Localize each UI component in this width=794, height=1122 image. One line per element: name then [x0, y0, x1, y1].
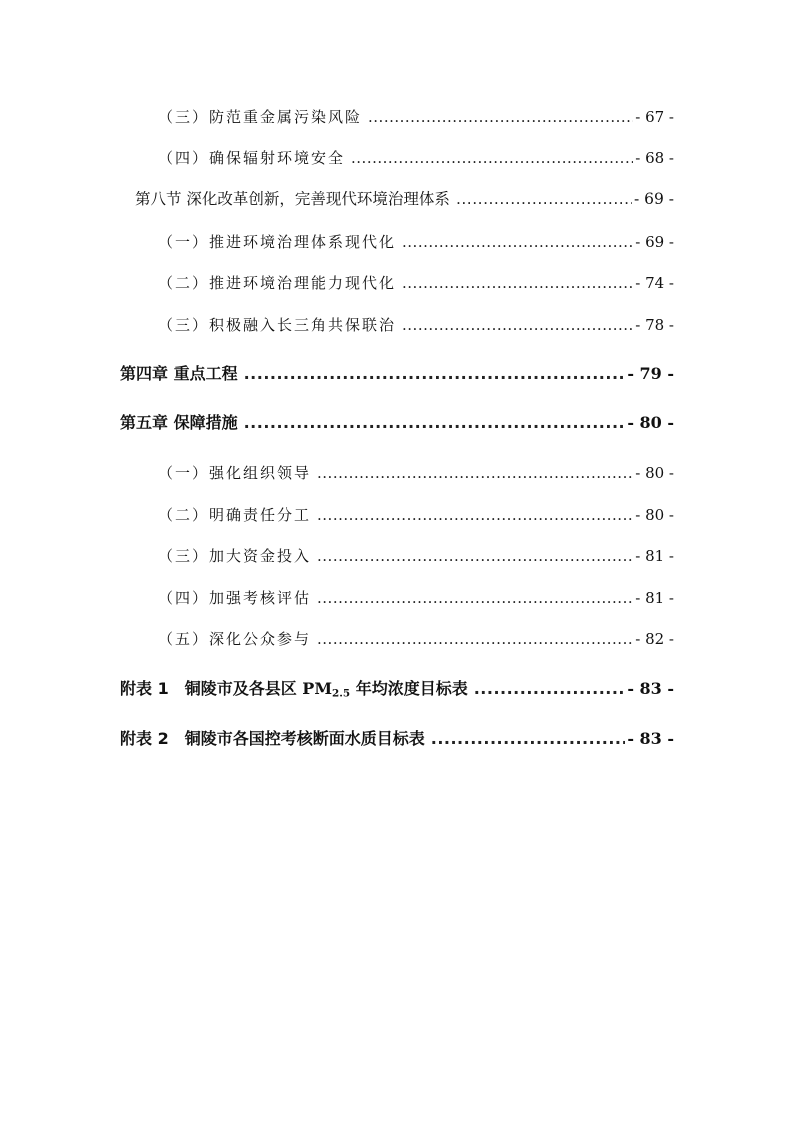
toc-entry-section[interactable]	[135, 186, 674, 212]
dot-leader	[402, 229, 633, 255]
toc-entry-title: （四）确保辐射环境安全	[158, 149, 346, 167]
toc-page-number: - 83 -	[627, 729, 674, 748]
toc-page-number: - 67 -	[635, 108, 674, 126]
dot-leader	[351, 145, 633, 171]
appendix-label: 附表 1	[120, 679, 169, 698]
dot-leader	[317, 543, 633, 569]
toc-page-number: - 68 -	[635, 149, 674, 167]
toc-entry-chapter[interactable]	[120, 361, 674, 387]
toc-entry-title: （四）加强考核评估	[158, 589, 312, 607]
appendix-label: 附表 2	[120, 729, 169, 748]
toc-entry-appendix[interactable]	[120, 726, 674, 752]
dot-leader	[244, 410, 626, 436]
toc-entry[interactable]	[158, 543, 674, 569]
toc-entry[interactable]	[158, 460, 674, 486]
toc-page-number: - 80 -	[635, 464, 674, 482]
toc-entry-title: 第四章 重点工程	[120, 364, 238, 383]
dot-leader	[402, 312, 633, 338]
toc-entry[interactable]	[158, 312, 674, 338]
toc-entry-title: （一）强化组织领导	[158, 464, 312, 482]
toc-entry[interactable]	[158, 145, 674, 171]
appendix-title-part: 铜陵市及各县区	[184, 679, 303, 698]
toc-page-number: - 74 -	[635, 274, 674, 292]
toc-page-number: - 69 -	[635, 233, 674, 251]
toc-entry-appendix[interactable]	[120, 676, 674, 702]
toc-entry-title: （二）明确责任分工	[158, 506, 312, 524]
toc-entry-title: （三）加大资金投入	[158, 547, 312, 565]
toc-entry[interactable]	[158, 229, 674, 255]
dot-leader	[368, 104, 633, 130]
appendix-title-part: 年均浓度目标表	[350, 679, 468, 698]
toc-entry-title: 第八节 深化改革创新，完善现代环境治理体系	[135, 190, 450, 208]
dot-leader	[402, 270, 633, 296]
toc-entry-title: （三）防范重金属污染风险	[158, 108, 363, 126]
toc-entry-title	[120, 676, 468, 702]
toc-entry[interactable]	[158, 502, 674, 528]
toc-page-number: - 69 -	[633, 190, 674, 208]
toc-page-number: - 81 -	[635, 547, 674, 565]
dot-leader	[317, 460, 633, 486]
toc-page-number: - 81 -	[635, 589, 674, 607]
dot-leader	[317, 502, 633, 528]
toc-entry-chapter[interactable]	[120, 410, 674, 436]
appendix-title-part: 铜陵市各国控考核断面水质目标表	[184, 729, 425, 748]
dot-leader	[244, 361, 626, 387]
dot-leader	[317, 585, 633, 611]
toc-entry[interactable]	[158, 104, 674, 130]
toc-page-number: - 79 -	[627, 364, 674, 383]
toc-entry-title: （五）深化公众参与	[158, 630, 312, 648]
toc-entry-title: （一）推进环境治理体系现代化	[158, 233, 397, 251]
toc-entry-title: （三）积极融入长三角共保联治	[158, 316, 397, 334]
toc-page-number: - 78 -	[635, 316, 674, 334]
dot-leader	[474, 676, 626, 702]
toc-page-number: - 82 -	[635, 630, 674, 648]
toc-entry[interactable]	[158, 626, 674, 652]
toc-page-number: - 83 -	[627, 679, 674, 698]
toc-page-number: - 80 -	[627, 413, 674, 432]
toc-entry-title: （二）推进环境治理能力现代化	[158, 274, 397, 292]
toc-entry[interactable]	[158, 270, 674, 296]
pm-symbol: PM	[302, 679, 333, 698]
dot-leader	[317, 626, 633, 652]
dot-leader	[431, 726, 626, 752]
pm-subscript: 2.5	[332, 687, 351, 700]
dot-leader	[456, 186, 632, 212]
toc-page-number: - 80 -	[635, 506, 674, 524]
toc-entry[interactable]	[158, 585, 674, 611]
toc-entry-title: 第五章 保障措施	[120, 413, 238, 432]
toc-entry-title	[120, 726, 425, 752]
